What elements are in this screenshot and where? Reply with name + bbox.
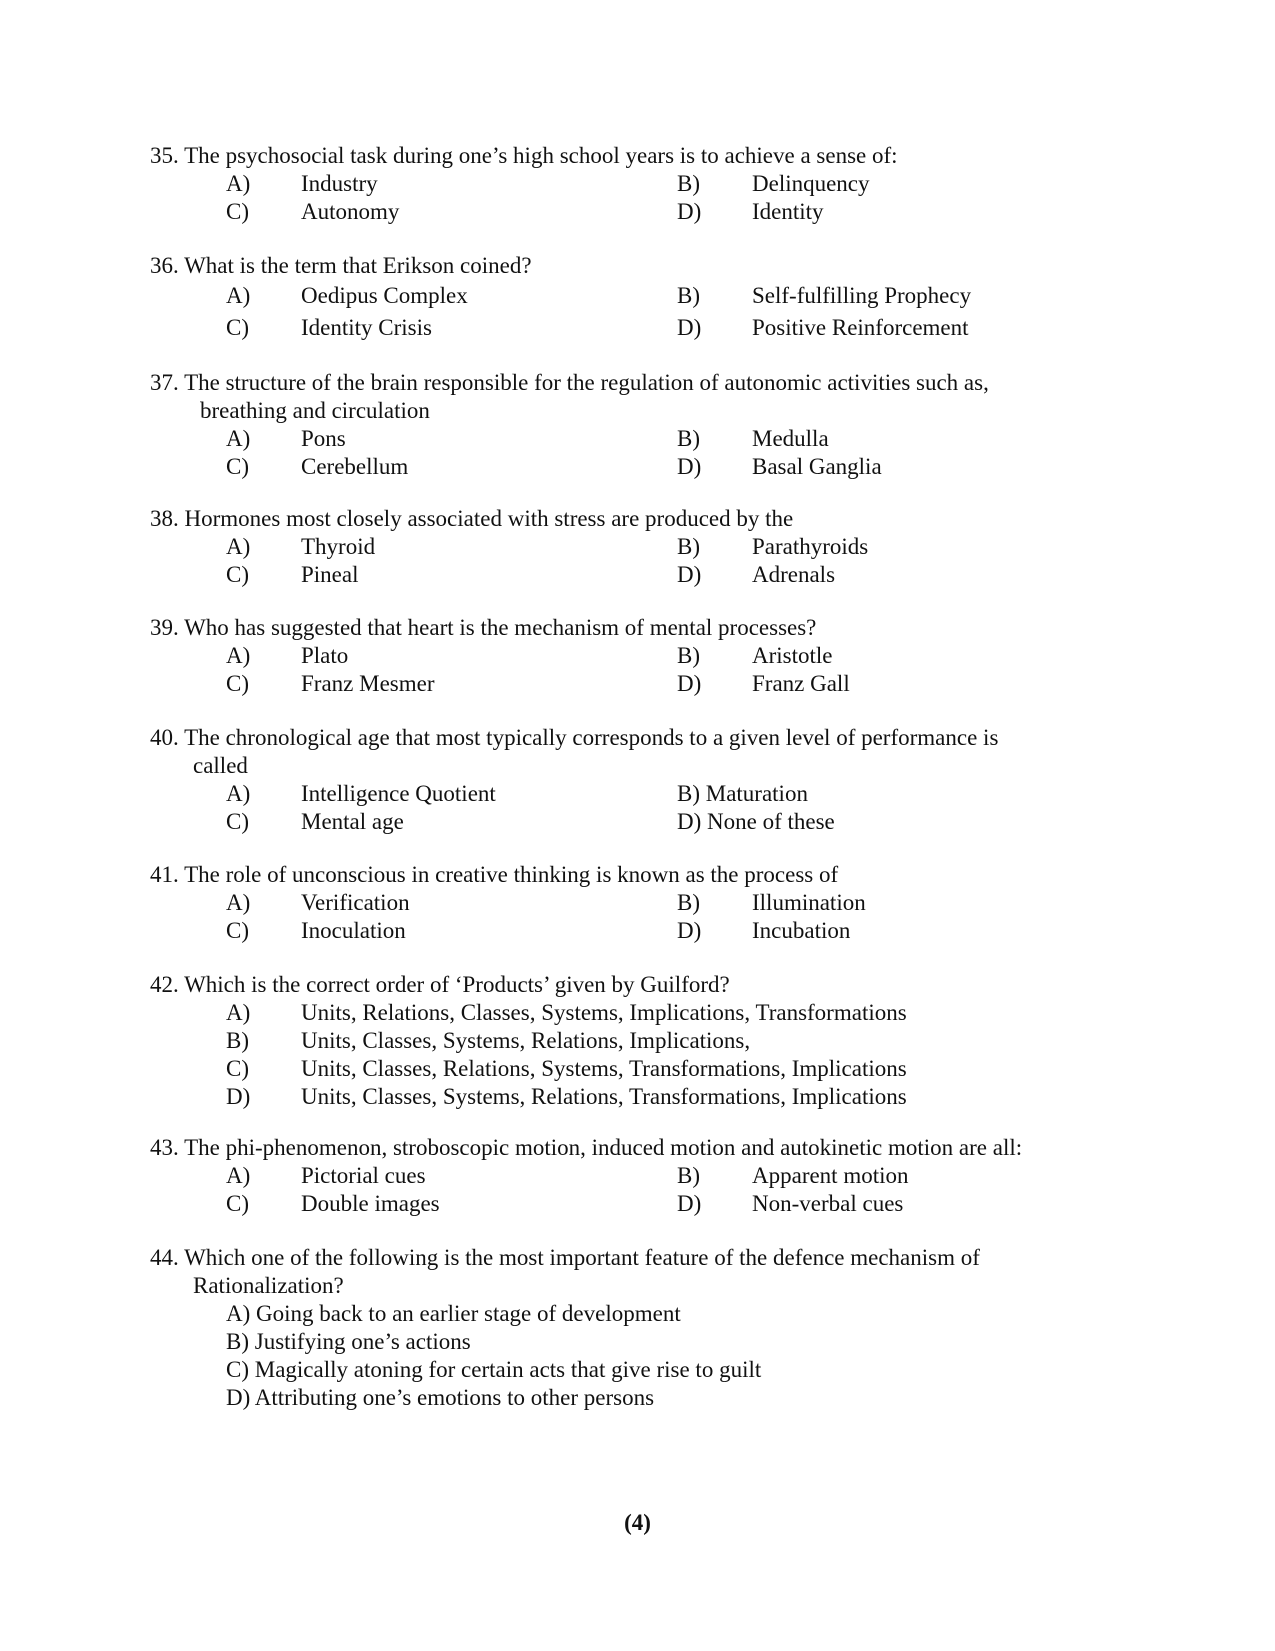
option-text: Units, Classes, Relations, Systems, Transformations, Implications bbox=[301, 1056, 907, 1081]
option-row bbox=[150, 198, 1130, 226]
option-label: D) bbox=[677, 199, 702, 224]
option-label: D) bbox=[677, 562, 702, 587]
page-number: (4) bbox=[624, 1510, 651, 1535]
option-row bbox=[150, 1300, 1130, 1328]
option-label: C) bbox=[226, 1191, 249, 1216]
option-text: Cerebellum bbox=[301, 454, 409, 479]
option-text: Medulla bbox=[752, 426, 829, 451]
option-text: B) Justifying one’s actions bbox=[226, 1329, 471, 1354]
option-text: Pons bbox=[301, 426, 346, 451]
question-stem: 38. Hormones most closely associated with stress are produced by the bbox=[150, 506, 794, 531]
option-text: B) Maturation bbox=[677, 781, 808, 806]
question-44 bbox=[150, 1244, 1130, 1412]
option-label: D) bbox=[677, 918, 702, 943]
option-label: C) bbox=[226, 315, 249, 340]
question-stem-line: 44. Which one of the following is the most important feature of the defence mechanism of bbox=[150, 1245, 980, 1270]
option-text: Franz Gall bbox=[752, 671, 850, 696]
option-row bbox=[150, 312, 1130, 344]
option-text: Autonomy bbox=[301, 199, 400, 224]
option-row bbox=[150, 999, 1130, 1027]
option-text: Parathyroids bbox=[752, 534, 869, 559]
option-label: B) bbox=[677, 171, 700, 196]
option-row bbox=[150, 453, 1130, 481]
option-text: Units, Classes, Systems, Relations, Transformations, Implications bbox=[301, 1084, 907, 1109]
option-label: B) bbox=[677, 643, 700, 668]
option-row bbox=[150, 917, 1130, 945]
option-row bbox=[150, 1190, 1130, 1218]
option-text: Plato bbox=[301, 643, 349, 668]
question-stem: 41. The role of unconscious in creative thinking is known as the process of bbox=[150, 862, 839, 887]
option-label: D) bbox=[677, 1191, 702, 1216]
option-text: Aristotle bbox=[752, 643, 833, 668]
option-text: Inoculation bbox=[301, 918, 406, 943]
option-row bbox=[150, 1162, 1130, 1190]
option-row bbox=[150, 280, 1130, 312]
question-stem bbox=[150, 724, 1130, 752]
option-label: C) bbox=[226, 1056, 249, 1081]
option-text: Delinquency bbox=[752, 171, 870, 196]
option-text: Verification bbox=[301, 890, 410, 915]
question-stem-line: 37. The structure of the brain responsible for the regulation of autonomic activities such as, bbox=[150, 370, 989, 395]
option-label: B) bbox=[677, 534, 700, 559]
question-41 bbox=[150, 861, 1130, 945]
option-text: Non-verbal cues bbox=[752, 1191, 904, 1216]
question-39 bbox=[150, 614, 1130, 698]
question-38 bbox=[150, 505, 1130, 589]
option-text: Pineal bbox=[301, 562, 359, 587]
question-36 bbox=[150, 252, 1130, 344]
option-text: C) Magically atoning for certain acts that give rise to guilt bbox=[226, 1357, 762, 1382]
option-label: A) bbox=[226, 1000, 251, 1025]
option-label: D) bbox=[677, 454, 702, 479]
option-row bbox=[150, 808, 1130, 836]
option-text: Incubation bbox=[752, 918, 851, 943]
option-label: C) bbox=[226, 671, 249, 696]
option-row bbox=[150, 1027, 1130, 1055]
option-label: A) bbox=[226, 283, 251, 308]
option-text: Identity bbox=[752, 199, 824, 224]
question-stem-continuation: called bbox=[193, 753, 248, 778]
option-text: Basal Ganglia bbox=[752, 454, 882, 479]
option-label: C) bbox=[226, 809, 249, 834]
question-stem bbox=[150, 369, 1130, 425]
option-row bbox=[150, 1083, 1130, 1111]
option-row bbox=[150, 533, 1130, 561]
option-label: B) bbox=[677, 1163, 700, 1188]
option-text: A) Going back to an earlier stage of development bbox=[226, 1301, 681, 1326]
option-text: Units, Relations, Classes, Systems, Implications, Transformations bbox=[301, 1000, 907, 1025]
option-label: A) bbox=[226, 890, 251, 915]
option-row bbox=[150, 170, 1130, 198]
option-row bbox=[150, 889, 1130, 917]
option-row bbox=[150, 1384, 1130, 1412]
question-stem: 42. Which is the correct order of ‘Products’ given by Guilford? bbox=[150, 972, 730, 997]
option-row bbox=[150, 642, 1130, 670]
option-text: Apparent motion bbox=[752, 1163, 909, 1188]
question-43 bbox=[150, 1134, 1130, 1218]
option-label: A) bbox=[226, 781, 251, 806]
question-stem-continuation: Rationalization? bbox=[193, 1273, 344, 1298]
option-text: Double images bbox=[301, 1191, 440, 1216]
option-text: Mental age bbox=[301, 809, 404, 834]
option-text: Franz Mesmer bbox=[301, 671, 435, 696]
question-stem: 35. The psychosocial task during one’s high school years is to achieve a sense of: bbox=[150, 143, 898, 168]
question-stem-continuation: breathing and circulation bbox=[200, 398, 430, 423]
option-text: Thyroid bbox=[301, 534, 376, 559]
question-stem-line: 40. The chronological age that most typically corresponds to a given level of performance is bbox=[150, 725, 999, 750]
option-text: Adrenals bbox=[752, 562, 836, 587]
option-label: D) bbox=[677, 315, 702, 340]
option-text: Self-fulfilling Prophecy bbox=[752, 283, 972, 308]
option-text: Industry bbox=[301, 171, 378, 196]
option-label: C) bbox=[226, 562, 249, 587]
question-stem: 43. The phi-phenomenon, stroboscopic motion, induced motion and autokinetic motion are all: bbox=[150, 1135, 1023, 1160]
option-label: A) bbox=[226, 643, 251, 668]
option-row bbox=[150, 1356, 1130, 1384]
option-label: A) bbox=[226, 1163, 251, 1188]
option-label: C) bbox=[226, 454, 249, 479]
question-42 bbox=[150, 971, 1130, 1111]
option-text: D) Attributing one’s emotions to other persons bbox=[226, 1385, 655, 1410]
question-40 bbox=[150, 724, 1130, 836]
option-row bbox=[150, 1055, 1130, 1083]
option-label: C) bbox=[226, 199, 249, 224]
question-stem: 36. What is the term that Erikson coined? bbox=[150, 253, 532, 278]
option-label: A) bbox=[226, 534, 251, 559]
question-35 bbox=[150, 142, 1130, 226]
option-row bbox=[150, 780, 1130, 808]
question-37 bbox=[150, 369, 1130, 481]
option-text: Intelligence Quotient bbox=[301, 781, 496, 806]
option-text: D) None of these bbox=[677, 809, 835, 834]
option-text: Identity Crisis bbox=[301, 315, 432, 340]
option-row bbox=[150, 561, 1130, 589]
option-label: A) bbox=[226, 426, 251, 451]
option-row bbox=[150, 1328, 1130, 1356]
question-stem bbox=[150, 1244, 1130, 1272]
option-row bbox=[150, 425, 1130, 453]
question-stem: 39. Who has suggested that heart is the mechanism of mental processes? bbox=[150, 615, 817, 640]
option-text: Pictorial cues bbox=[301, 1163, 426, 1188]
option-label: B) bbox=[226, 1028, 249, 1053]
option-label: B) bbox=[677, 426, 700, 451]
option-label: C) bbox=[226, 918, 249, 943]
option-text: Illumination bbox=[752, 890, 866, 915]
option-label: B) bbox=[677, 283, 700, 308]
option-label: D) bbox=[677, 671, 702, 696]
option-label: D) bbox=[226, 1084, 251, 1109]
option-text: Positive Reinforcement bbox=[752, 315, 969, 340]
option-label: B) bbox=[677, 890, 700, 915]
option-text: Units, Classes, Systems, Relations, Implications, bbox=[301, 1028, 751, 1053]
option-label: A) bbox=[226, 171, 251, 196]
option-text: Oedipus Complex bbox=[301, 283, 468, 308]
option-row bbox=[150, 670, 1130, 698]
